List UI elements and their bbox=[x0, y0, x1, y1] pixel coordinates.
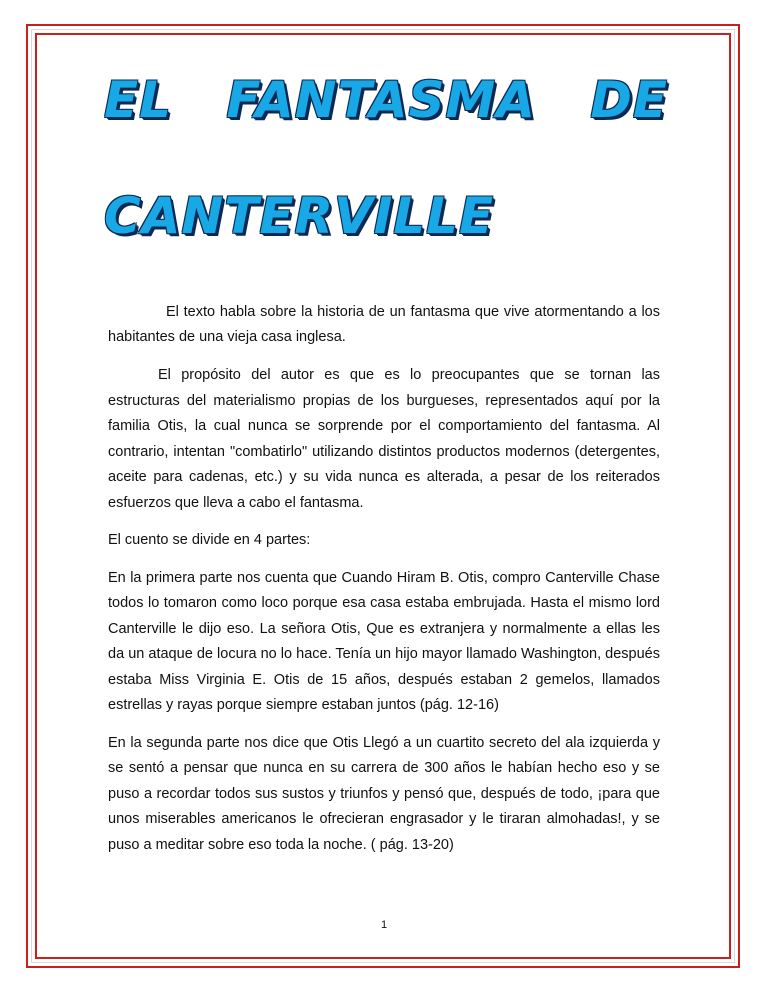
document-title-line2: CANTERVILLE bbox=[104, 187, 495, 245]
paragraph-part-one: En la primera parte nos cuenta que Cuando Hiram B. Otis, compro Canterville Chase todos lo tomaron como loco porque esa casa estaba embrujada. Hasta el mismo lord Canterville le dijo eso. La señora Otis, Que es extranjera y normalmente a ellas les da un ataque de locura no lo hace. Tenía un hijo mayor llamado Washington, después estaba Miss Virginia E. Otis de 15 años, después estaban 2 gemelos, llamados estrellas y rayas porque siempre estaban juntos (pág. 12-16) bbox=[108, 569, 660, 713]
paragraph-purpose: El propósito del autor es que es lo preocupantes que se tornan las estructuras del materialismo propias de los burgueses, representados aquí por la familia Otis, la cual nunca se sorprende por el comportamiento del fantasma. Al contrario, intentan "combatirlo" utilizando distintos productos modernos (detergentes, aceite para cadenas, etc.) y su vida nunca es alterada, a pesar de los reiterados esfuerzos que lleva a cabo el fantasma. bbox=[108, 367, 660, 511]
paragraph-intro: El texto habla sobre la historia de un fantasma que vive atormentando a los habitantes de una vieja casa inglesa. bbox=[108, 304, 660, 345]
paragraph-part-two: En la segunda parte nos dice que Otis Llegó a un cuartito secreto del ala izquierda y se sentó a pensar que nunca en su carrera de 300 años le habían hecho eso y se puso a recordar todos sus sustos y triunfos y pensó que, después de todo, ¡para que unos miserables americanos le ofrecieran engrasador y le tiraran almohadas!, y se puso a meditar sobre eso toda la noche. ( pág. 13-20) bbox=[108, 734, 660, 853]
document-body bbox=[108, 300, 660, 870]
page-number: 1 bbox=[380, 919, 388, 931]
paragraph-parts-heading: El cuento se divide en 4 partes: bbox=[108, 532, 311, 548]
document-title-line1: EL FANTASMA DE bbox=[104, 71, 668, 129]
